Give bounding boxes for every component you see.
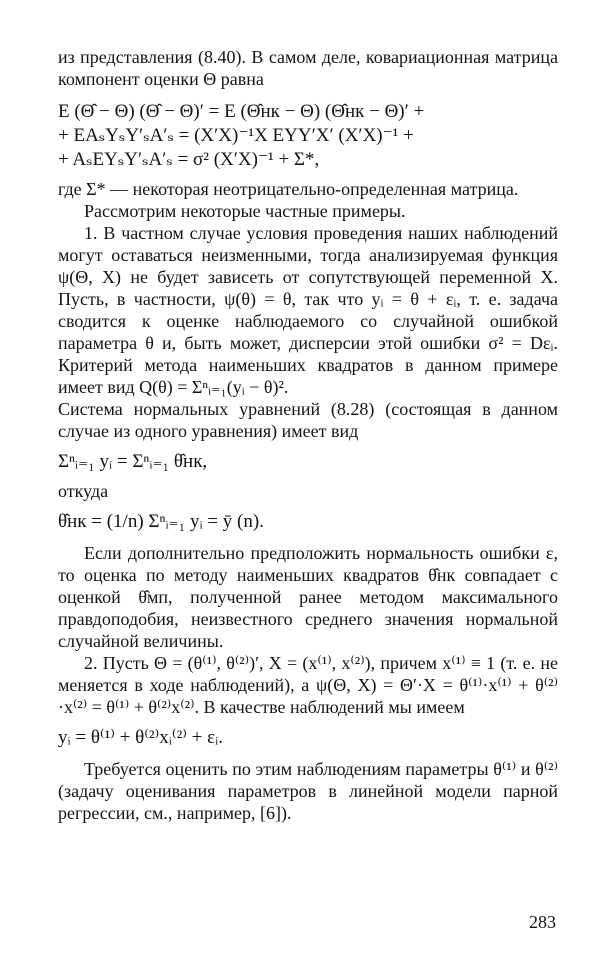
book-page: [58, 46, 558, 824]
equation-estimate-mean: θ̂нк = (1/n) Σⁿᵢ₌₁ yᵢ = ȳ (n).: [58, 511, 264, 532]
paragraph-intro: из представления (8.40). В самом деле, ковариационная матрица компонент оценки Θ равна: [58, 47, 558, 89]
equation-line-1: E (Θ̂ − Θ) (Θ̂ − Θ)′ = E (Θ̂нк − Θ) (Θ̂нк − Θ)′ +: [58, 101, 425, 122]
paragraph-example-2: 2. Пусть Θ = (θ⁽¹⁾, θ⁽²⁾)′, X = (x⁽¹⁾, x⁽²⁾), причем x⁽¹⁾ ≡ 1 (т. е. не меняется в ходе наблюдений), а ψ(Θ, X) = Θ′·X = θ⁽¹⁾·x⁽¹⁾ + θ⁽²⁾·x⁽²⁾ = θ⁽¹⁾ + θ⁽²⁾x⁽²⁾. В качестве наблюдений мы имеем: [58, 653, 558, 717]
text-whence: откуда: [58, 481, 109, 501]
equation-observations: yᵢ = θ⁽¹⁾ + θ⁽²⁾xᵢ⁽²⁾ + εᵢ.: [58, 727, 223, 748]
paragraph-examples-heading: Рассмотрим некоторые частные примеры.: [84, 201, 406, 221]
paragraph-example-1: 1. В частном случае условия проведения наших наблюдений могут оставаться неизменными, тогда анализируемая функция ψ(Θ, X) не будет зависеть от сопутствующей переменной X. Пусть, в частности, ψ(θ) = θ, так что yᵢ = θ + εᵢ, т. е. задача сводится к оценке наблюдаемого со случайной ошибкой параметра θ и, быть может, дисперсии этой ошибки σ² = Dεᵢ. Критерий метода наименьших квадратов в данном примере имеет вид Q(θ) = Σⁿᵢ₌₁(yᵢ − θ)².: [58, 223, 558, 397]
paragraph-task: Требуется оценить по этим наблюдениям параметры θ⁽¹⁾ и θ⁽²⁾ (задачу оценивания параметров в линейной модели парной регрессии, см., например, [6]).: [58, 759, 558, 823]
equation-normal-sum: Σⁿᵢ₌₁ yᵢ = Σⁿᵢ₌₁ θ̂нк,: [58, 451, 208, 472]
page-number: 283: [529, 912, 556, 932]
paragraph-normal-equations: Система нормальных уравнений (8.28) (состоящая в данном случае из одного уравнения) имеет вид: [58, 399, 558, 441]
equation-line-3: + AₛEYₛY′ₛA′ₛ = σ² (X′X)⁻¹ + Σ*,: [58, 149, 320, 170]
paragraph-normality: Если дополнительно предположить нормальность ошибки ε, то оценка по методу наименьших квадратов θ̂нк совпадает с оценкой θ̂мп, полученной ранее методом максимального правдоподобия, неизвестного среднего значения нормальной случайной величины.: [58, 543, 558, 651]
equation-line-2: + EAₛYₛY′ₛA′ₛ = (X′X)⁻¹X EYY′X′ (X′X)⁻¹ +: [58, 125, 414, 146]
paragraph-where: где Σ* — некоторая неотрицательно-определенная матрица.: [58, 179, 519, 199]
